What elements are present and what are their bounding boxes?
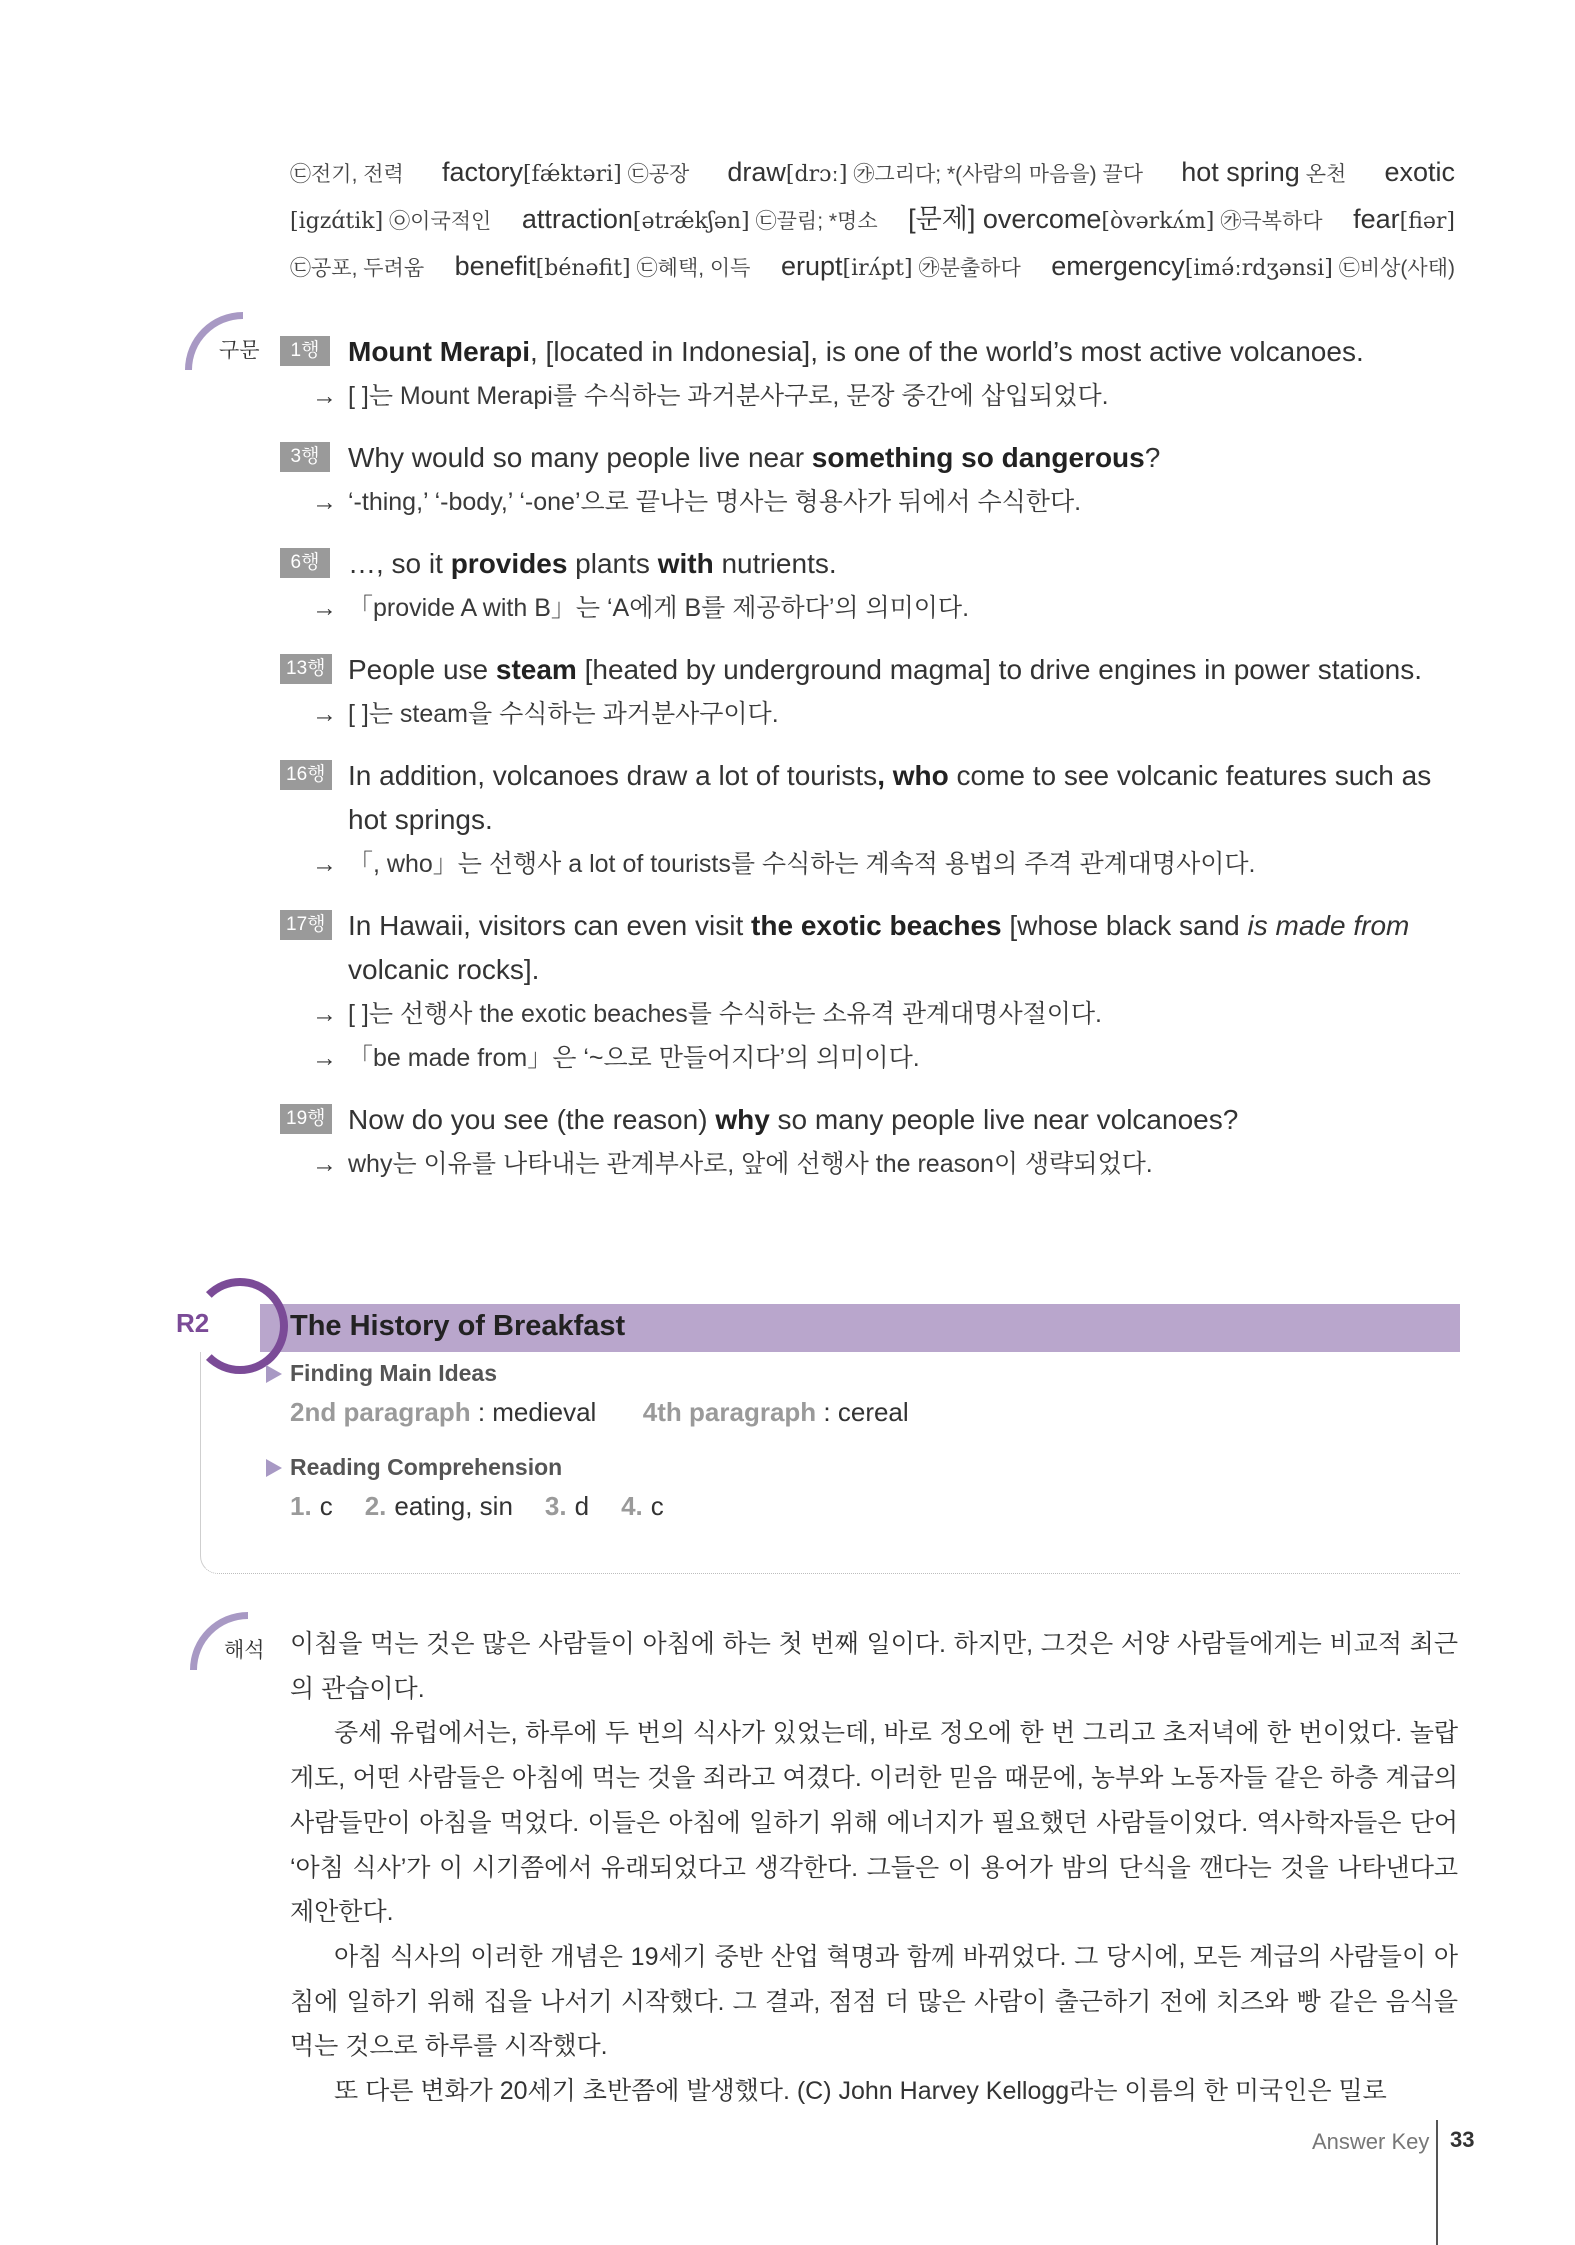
sentence-text: Now do you see (the reason) — [348, 1104, 716, 1135]
italic-phrase: is made from — [1247, 910, 1410, 941]
emphasized-phrase: with — [657, 548, 714, 579]
sentence-text: plants — [567, 548, 658, 579]
paragraph-answer-2: : cereal — [823, 1397, 909, 1427]
r2-answer-section — [170, 1278, 1460, 1574]
vocab-pronunciation: [igzɑ́tik] — [290, 209, 384, 234]
vocab-pronunciation: [drɔː] — [785, 162, 848, 187]
vocab-line-1 — [290, 150, 1455, 197]
arrow-icon: → — [312, 488, 337, 516]
emphasized-phrase: why — [715, 1104, 770, 1135]
comprehension-section — [266, 1454, 664, 1522]
syntax-label: 구문 — [219, 339, 260, 362]
translation-paragraph: 아침 식사의 이러한 개념은 19세기 중반 산업 혁명과 함께 바뀌었다. 그 당시에, 모든 계급의 사람들이 아침에 일하기 위해 집을 나서기 시작했다. 그 결과, 점점 더 많은 사람이 출근하기 전에 치즈와 빵 같은 음식을 먹는 것으로 하루를 시작했다. — [290, 1942, 1458, 2061]
vocab-word: emergency — [1051, 251, 1185, 281]
syntax-entry — [280, 648, 1460, 736]
question-answer: eating, sin — [394, 1491, 513, 1521]
vocab-meaning: ㉢끌림; *명소 — [755, 210, 878, 233]
paragraph-key-1: 2nd paragraph — [290, 1397, 471, 1427]
example-sentence — [348, 542, 1460, 586]
vocab-entry — [522, 197, 878, 244]
vocab-entry — [290, 150, 404, 197]
question-number: 4. — [621, 1491, 643, 1521]
grammar-note — [312, 1036, 1460, 1080]
grammar-note-text: 「be made from」은 ‘~으로 만들어지다’의 의미이다. — [348, 1044, 920, 1072]
emphasized-phrase: the exotic beaches — [751, 910, 1002, 941]
vocab-entry — [781, 244, 1021, 291]
emphasized-phrase: steam — [495, 654, 577, 685]
example-sentence — [348, 436, 1460, 480]
vocab-entry — [908, 197, 1322, 244]
vocab-word: draw — [727, 157, 786, 187]
grammar-note-text: [ ]는 steam을 수식하는 과거분사구이다. — [348, 700, 779, 728]
syntax-entry — [280, 904, 1460, 1080]
example-sentence — [348, 754, 1460, 842]
sentence-text: People use — [348, 654, 496, 685]
vocab-line-2 — [290, 197, 1455, 244]
vocab-entry — [1353, 197, 1455, 244]
vocab-pronunciation: [òvərkʌ́m] — [1101, 209, 1215, 234]
grammar-note-text: [ ]는 Mount Merapi를 수식하는 과거분사구로, 문장 중간에 삽입되었다. — [348, 382, 1109, 410]
sentence-text: , [located in Indonesia], is one of the world’s most active volcanoes. — [530, 336, 1364, 367]
paragraph-key-2: 4th paragraph — [642, 1397, 817, 1427]
vocab-entry — [1181, 150, 1346, 197]
example-sentence — [348, 330, 1460, 374]
syntax-section-tag — [185, 312, 275, 372]
paragraph-answer-1: : medieval — [477, 1397, 597, 1427]
vocab-pronunciation: [ətrǽkʃən] — [632, 209, 750, 234]
vocab-pronunciation: [imə́ːrdʒənsi] — [1184, 256, 1333, 281]
r2-label: R2 — [176, 1308, 210, 1338]
vocab-meaning: 온천 — [1305, 163, 1347, 186]
vocab-entry — [290, 244, 424, 291]
grammar-note-text: 「provide A with B」는 ‘A에게 B를 제공하다’의 의미이다. — [348, 594, 970, 622]
footer-label: Answer Key — [1312, 2129, 1430, 2154]
main-ideas-answers — [266, 1397, 909, 1428]
comprehension-answers — [266, 1491, 664, 1522]
r2-title: The History of Breakfast — [290, 1310, 626, 1342]
comprehension-heading: Reading Comprehension — [266, 1454, 664, 1481]
grammar-note-text: ‘-thing,’ ‘-body,’ ‘-one’으로 끝나는 명사는 형용사가 뒤에서 수식한다. — [348, 488, 1082, 516]
grammar-note — [312, 992, 1460, 1036]
line-number-badge: 6행 — [280, 548, 330, 578]
vocab-meaning: ㉮극복하다 — [1220, 210, 1323, 233]
vocab-entry — [442, 150, 689, 197]
syntax-entry — [280, 330, 1460, 418]
vocab-word: [문제] overcome — [908, 204, 1102, 234]
vocab-pronunciation: [fiər] — [1399, 209, 1455, 234]
emphasized-phrase: Mount Merapi — [348, 336, 530, 367]
vocab-meaning: ㉢공장 — [627, 163, 690, 186]
vocab-word: hot spring — [1181, 157, 1300, 187]
vocab-line-3 — [290, 244, 1455, 291]
vocab-entry — [727, 150, 1143, 197]
vocab-word: erupt — [780, 251, 843, 281]
grammar-note-text: why는 이유를 나타내는 관계부사로, 앞에 선행사 the reason이 생략되었다. — [348, 1150, 1153, 1178]
sentence-text: [heated by underground magma] to drive engines in power stations. — [576, 654, 1423, 685]
emphasized-phrase: , who — [877, 760, 949, 791]
vocab-meaning: ㉢비상(사태) — [1338, 257, 1455, 280]
question-answer: c — [650, 1491, 664, 1521]
emphasized-phrase: something so dangerous — [811, 442, 1145, 473]
syntax-entries — [280, 330, 1460, 1204]
arrow-icon: → — [312, 1000, 337, 1028]
line-number-badge: 17행 — [280, 910, 332, 940]
sentence-text: Why would so many people live near — [348, 442, 812, 473]
question-answer: d — [574, 1491, 590, 1521]
page-number: 33 — [1450, 2127, 1475, 2152]
grammar-note — [312, 842, 1460, 886]
emphasized-phrase: provides — [450, 548, 568, 579]
arrow-icon: → — [312, 594, 337, 622]
sentence-text: nutrients. — [713, 548, 837, 579]
line-number-badge: 1행 — [280, 336, 330, 366]
vocab-meaning: ㉢공포, 두려움 — [290, 257, 425, 280]
syntax-entry — [280, 542, 1460, 630]
vocab-meaning: ㉮그리다; *(사람의 마음을) 끌다 — [853, 163, 1144, 186]
vocab-entry — [290, 197, 491, 244]
translation-paragraph: 이침을 먹는 것은 많은 사람들이 아침에 하는 첫 번째 일이다. 하지만, 그것은 서양 사람들에게는 비교적 최근의 관습이다. — [290, 1630, 1458, 1703]
footer-divider — [1436, 2120, 1438, 2245]
syntax-entry — [280, 1098, 1460, 1186]
translation-paragraph: 또 다른 변화가 20세기 초반쯤에 발생했다. (C) John Harvey Kellogg라는 이름의 한 미국인은 밀로 — [334, 2077, 1387, 2106]
arrow-icon: → — [312, 382, 337, 410]
question-number: 2. — [364, 1491, 387, 1521]
example-sentence — [348, 648, 1460, 692]
vocab-word: exotic — [1384, 157, 1455, 187]
vocabulary-block — [290, 150, 1455, 291]
question-number: 3. — [544, 1491, 567, 1521]
question-answer: c — [319, 1491, 333, 1521]
arrow-icon: → — [312, 1044, 337, 1072]
translation-text — [290, 1622, 1458, 2114]
syntax-entry — [280, 436, 1460, 524]
sentence-text: come to see volcanic features such as hot springs. — [348, 760, 1432, 835]
grammar-note — [312, 1142, 1460, 1186]
arrow-icon: → — [312, 700, 337, 728]
vocab-pronunciation: [irʌ́pt] — [842, 256, 913, 281]
grammar-note — [312, 374, 1460, 418]
grammar-note-text: 「, who」는 선행사 a lot of tourists를 수식하는 계속적 용법의 주격 관계대명사이다. — [348, 850, 1256, 878]
vocab-entry — [1384, 150, 1455, 197]
line-number-badge: 3행 — [280, 442, 330, 472]
vocab-pronunciation: [fǽktəri] — [522, 162, 622, 187]
line-number-badge: 16행 — [280, 760, 332, 790]
example-sentence — [348, 1098, 1460, 1142]
main-ideas-section — [266, 1360, 909, 1428]
example-sentence — [348, 904, 1460, 992]
vocab-entry — [1051, 244, 1455, 291]
vocab-word: attraction — [521, 204, 633, 234]
vocab-meaning: ㉢혜택, 이득 — [636, 257, 751, 280]
sentence-text: volcanic rocks]. — [348, 954, 540, 985]
sentence-text: so many people live near volcanoes? — [769, 1104, 1239, 1135]
sentence-text: In addition, volcanoes draw a lot of tourists — [348, 760, 878, 791]
grammar-note — [312, 692, 1460, 736]
sentence-text: In Hawaii, visitors can even visit — [348, 910, 752, 941]
grammar-note-text: [ ]는 선행사 the exotic beaches를 수식하는 소유격 관계대명사절이다. — [348, 1000, 1102, 1028]
vocab-meaning: ㉢전기, 전력 — [290, 163, 404, 186]
line-number-badge: 13행 — [280, 654, 332, 684]
line-number-badge: 19행 — [280, 1104, 332, 1134]
arrow-icon: → — [312, 850, 337, 878]
r2-answer-box — [200, 1352, 1460, 1574]
vocab-pronunciation: [bénəfit] — [535, 256, 631, 281]
vocab-word: factory — [441, 157, 523, 187]
vocab-meaning: ㉧이국적인 — [389, 210, 492, 233]
vocab-entry — [455, 244, 751, 291]
sentence-text: [whose black sand — [1001, 910, 1248, 941]
translation-section-tag — [190, 1612, 280, 1672]
grammar-note — [312, 480, 1460, 524]
main-ideas-heading: Finding Main Ideas — [266, 1360, 909, 1387]
translation-paragraph: 중세 유럽에서는, 하루에 두 번의 식사가 있었는데, 바로 정오에 한 번 그리고 초저녁에 한 번이었다. 놀랍게도, 어떤 사람들은 아침에 먹는 것을 죄라고 여겼다. 이러한 믿음 때문에, 농부와 노동자들 같은 하층 계급의 사람들만이 아침을 먹었다. 이들은 아침에 일하기 위해 에너지가 필요했던 사람들이었다. 역사학자들은 단어 ‘아침 식사’가 이 시기쯤에서 유래되었다고 생각한다. 그들은 이 용어가 밤의 단식을 깬다는 것을 나타낸다고 제안한다. — [290, 1719, 1458, 1927]
sentence-text: …, so it — [348, 548, 451, 579]
translation-label: 해석 — [224, 1639, 265, 1662]
question-number: 1. — [290, 1491, 312, 1521]
vocab-word: fear — [1353, 204, 1400, 234]
syntax-entry — [280, 754, 1460, 886]
grammar-note — [312, 586, 1460, 630]
sentence-text: ? — [1144, 442, 1161, 473]
vocab-word: benefit — [454, 251, 536, 281]
arrow-icon: → — [312, 1150, 337, 1178]
vocab-meaning: ㉮분출하다 — [918, 257, 1021, 280]
